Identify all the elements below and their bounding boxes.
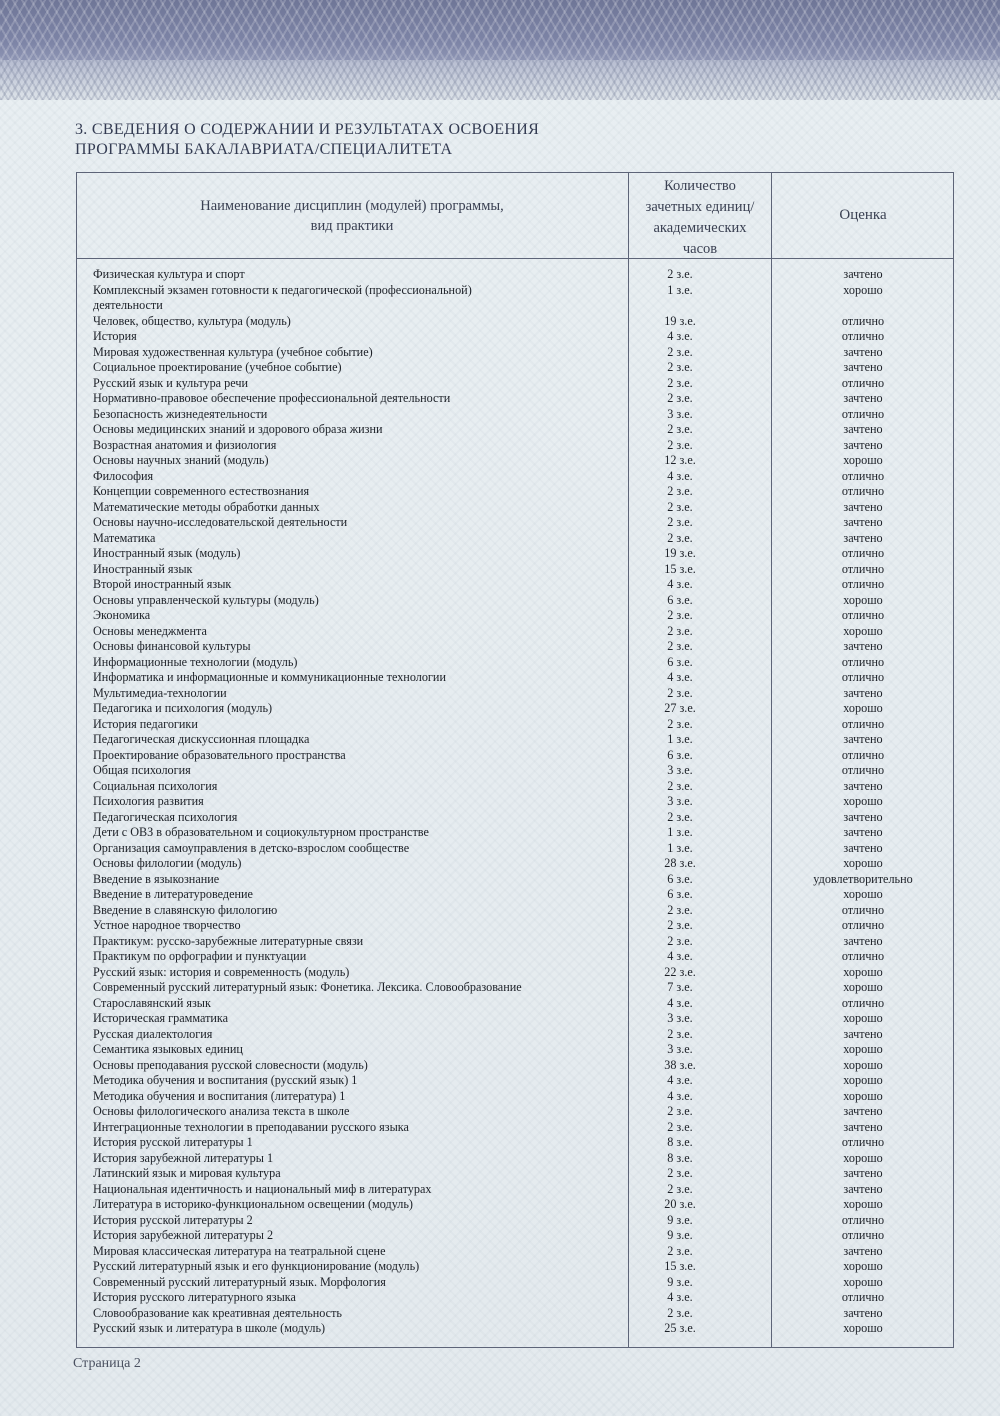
credit-units: 2 з.е. xyxy=(667,623,693,638)
credit-units: 8 з.е. xyxy=(667,1150,693,1165)
discipline-name: Математика xyxy=(93,530,156,545)
credit-units: 1 з.е. xyxy=(667,825,693,839)
table-row xyxy=(0,1166,1000,1182)
discipline-name: Практикум: русско-зарубежные литературные связи xyxy=(93,933,364,948)
grade-value: зачтено xyxy=(843,1104,883,1118)
ornamental-header-band xyxy=(0,0,1000,60)
grade-value: зачтено xyxy=(843,530,883,545)
credit-units: 1 з.е. xyxy=(667,732,693,746)
table-row xyxy=(0,872,1000,888)
table-row xyxy=(0,608,1000,624)
table-row xyxy=(0,329,1000,345)
discipline-name: Семантика языковых единиц xyxy=(93,1042,243,1056)
discipline-name: Словообразование как креативная деятельность xyxy=(93,1305,342,1320)
credit-units: 2 з.е. xyxy=(667,515,693,529)
table-row xyxy=(0,748,1000,764)
table-row xyxy=(0,810,1000,826)
grade-value: отлично xyxy=(841,949,885,963)
credit-units: 4 з.е. xyxy=(667,329,693,343)
credit-units: 38 з.е. xyxy=(664,1057,696,1072)
discipline-name: История русского литературного языка xyxy=(93,1290,296,1304)
table-row xyxy=(0,655,1000,671)
grade-value: хорошо xyxy=(843,282,883,297)
grade-value: отлично xyxy=(841,329,885,343)
credit-units: 1 з.е. xyxy=(667,282,693,297)
table-row xyxy=(0,1213,1000,1229)
discipline-name: Мировая художественная культура (учебное событие) xyxy=(93,344,373,359)
table-row xyxy=(0,1290,1000,1306)
credit-units: 19 з.е. xyxy=(664,546,696,560)
table-row xyxy=(0,283,1000,299)
credit-units: 9 з.е. xyxy=(667,1212,693,1227)
table-row xyxy=(0,407,1000,423)
credit-units: 2 з.е. xyxy=(667,437,693,452)
table-row xyxy=(0,763,1000,779)
grade-value: хорошо xyxy=(843,701,883,715)
discipline-name: Педагогическая психология xyxy=(93,809,238,824)
table-row xyxy=(0,1244,1000,1260)
discipline-name: История зарубежной литературы 2 xyxy=(93,1228,274,1242)
table-row xyxy=(0,391,1000,407)
table-row xyxy=(0,1275,1000,1291)
grade-value: зачтено xyxy=(843,778,883,793)
credit-units: 2 з.е. xyxy=(667,1104,693,1118)
discipline-name: Безопасность жизнедеятельности xyxy=(93,406,268,421)
credit-units: 2 з.е. xyxy=(667,422,693,436)
discipline-name: деятельности xyxy=(93,298,163,312)
discipline-name: Основы менеджмента xyxy=(93,623,207,638)
credit-units: 4 з.е. xyxy=(667,949,693,963)
credit-units: 2 з.е. xyxy=(667,933,693,948)
table-row xyxy=(0,624,1000,640)
discipline-name: Устное народное творчество xyxy=(93,918,241,932)
grade-value: зачтено xyxy=(843,267,883,281)
credit-units: 2 з.е. xyxy=(667,685,693,700)
discipline-name: История xyxy=(93,329,137,343)
discipline-name: Мультимедиа-технологии xyxy=(93,685,227,700)
discipline-name: Второй иностранный язык xyxy=(93,577,232,591)
discipline-name: Методика обучения и воспитания (русский язык) 1 xyxy=(93,1073,358,1087)
grade-value: зачтено xyxy=(843,685,883,700)
credit-units: 4 з.е. xyxy=(667,1088,693,1103)
column-header-discipline: Наименование дисциплин (модулей) программы, вид практики xyxy=(200,198,504,234)
grade-value: зачтено xyxy=(843,437,883,452)
discipline-name: Математические методы обработки данных xyxy=(93,499,320,514)
discipline-name: Философия xyxy=(93,468,154,483)
column-header-credits: Количество зачетных единиц/ академических часов xyxy=(645,178,755,257)
credit-units: 6 з.е. xyxy=(667,747,693,762)
grade-value: зачтено xyxy=(843,1166,883,1180)
grade-value: отлично xyxy=(841,763,885,777)
grade-value: зачтено xyxy=(843,1119,883,1134)
credit-units: 2 з.е. xyxy=(667,1119,693,1134)
table-row xyxy=(0,686,1000,702)
table-row xyxy=(0,1104,1000,1120)
credit-units: 2 з.е. xyxy=(667,499,693,514)
discipline-name: Педагогика и психология (модуль) xyxy=(93,701,273,715)
grade-value: хорошо xyxy=(843,1197,883,1211)
credit-units: 6 з.е. xyxy=(667,654,693,669)
grade-value: хорошо xyxy=(843,1073,883,1087)
credit-units: 7 з.е. xyxy=(667,980,693,994)
discipline-name: Экономика xyxy=(93,608,151,622)
discipline-name: Информатика и информационные и коммуникационные технологии xyxy=(93,670,446,684)
table-row xyxy=(0,1089,1000,1105)
credit-units: 1 з.е. xyxy=(667,840,693,855)
grade-value: отлично xyxy=(841,484,885,498)
table-row xyxy=(0,469,1000,485)
discipline-name: Иностранный язык (модуль) xyxy=(93,546,241,560)
table-row xyxy=(0,1011,1000,1027)
grade-value: хорошо xyxy=(843,964,883,979)
table-row xyxy=(0,639,1000,655)
discipline-name: Русский язык: история и современность (модуль) xyxy=(93,964,350,979)
grade-value: зачтено xyxy=(843,344,883,359)
discipline-name: Основы преподавания русской словесности (модуль) xyxy=(93,1057,368,1072)
grade-value: зачтено xyxy=(843,732,883,746)
grade-value: зачтено xyxy=(843,1026,883,1041)
grade-value: хорошо xyxy=(843,980,883,994)
discipline-name: Интеграционные технологии в преподавании русского языка xyxy=(93,1119,409,1134)
table-row xyxy=(0,1306,1000,1322)
credit-units: 4 з.е. xyxy=(667,1290,693,1304)
table-row xyxy=(0,903,1000,919)
grade-value: зачтено xyxy=(843,840,883,855)
credit-units: 15 з.е. xyxy=(664,561,696,576)
grade-value: хорошо xyxy=(843,1011,883,1025)
credit-units: 4 з.е. xyxy=(667,670,693,684)
discipline-name: Русский литературный язык и его функционирование (модуль) xyxy=(93,1259,420,1273)
grade-value: отлично xyxy=(841,902,885,917)
discipline-name: Основы финансовой культуры xyxy=(93,639,251,653)
section-heading xyxy=(75,120,595,160)
discipline-name: Старославянский язык xyxy=(93,995,211,1010)
table-row xyxy=(0,267,1000,283)
discipline-name: Основы управленческой культуры (модуль) xyxy=(93,592,319,607)
grade-value: отлично xyxy=(841,561,885,576)
credit-units: 4 з.е. xyxy=(667,995,693,1010)
discipline-name: Русский язык и литература в школе (модуль) xyxy=(93,1321,326,1335)
table-row xyxy=(0,531,1000,547)
table-row xyxy=(0,376,1000,392)
grade-value: отлично xyxy=(841,654,885,669)
table-row xyxy=(0,562,1000,578)
credit-units: 3 з.е. xyxy=(667,794,693,808)
table-row xyxy=(0,1120,1000,1136)
discipline-name: Русский язык и культура речи xyxy=(93,375,248,390)
grade-value: отлично xyxy=(841,375,885,390)
discipline-name: Национальная идентичность и национальный миф в литературах xyxy=(93,1181,432,1196)
table-row xyxy=(0,996,1000,1012)
section-heading-line1: 3. СВЕДЕНИЯ О СОДЕРЖАНИИ И РЕЗУЛЬТАТАХ ОСВОЕНИЯ xyxy=(75,121,540,138)
credit-units: 3 з.е. xyxy=(667,763,693,777)
grade-value: зачтено xyxy=(843,391,883,405)
discipline-name: Практикум по орфографии и пунктуации xyxy=(93,949,307,963)
grade-value: отлично xyxy=(841,918,885,932)
discipline-name: Историческая грамматика xyxy=(93,1011,229,1025)
credit-units: 22 з.е. xyxy=(664,964,696,979)
credit-units: 2 з.е. xyxy=(667,1243,693,1258)
credit-units: 9 з.е. xyxy=(667,1274,693,1289)
table-row xyxy=(0,670,1000,686)
table-row xyxy=(0,1321,1000,1337)
grade-value: хорошо xyxy=(843,1274,883,1289)
discipline-name: Русская диалектология xyxy=(93,1026,213,1041)
table-row xyxy=(0,856,1000,872)
credit-units: 15 з.е. xyxy=(664,1259,696,1273)
discipline-name: Основы филологии (модуль) xyxy=(93,856,242,870)
credit-units: 2 з.е. xyxy=(667,344,693,359)
credit-units: 2 з.е. xyxy=(667,391,693,405)
credit-units: 3 з.е. xyxy=(667,1011,693,1025)
grade-value: зачтено xyxy=(843,1181,883,1196)
credit-units: 2 з.е. xyxy=(667,375,693,390)
discipline-name: Комплексный экзамен готовности к педагогической (профессиональной) xyxy=(93,282,472,297)
table-row xyxy=(0,438,1000,454)
table-row xyxy=(0,298,1000,314)
discipline-name: История русской литературы 1 xyxy=(93,1135,253,1149)
table-row xyxy=(0,887,1000,903)
grade-value: зачтено xyxy=(843,499,883,514)
table-row xyxy=(0,1228,1000,1244)
table-row xyxy=(0,1197,1000,1213)
table-row xyxy=(0,965,1000,981)
discipline-name: Дети с ОВЗ в образовательном и социокультурном пространстве xyxy=(93,825,429,839)
credit-units: 6 з.е. xyxy=(667,871,693,886)
credit-units: 2 з.е. xyxy=(667,1181,693,1196)
discipline-name: Основы научных знаний (модуль) xyxy=(93,453,269,467)
grade-value: отлично xyxy=(841,747,885,762)
section-heading-line2: ПРОГРАММЫ БАКАЛАВРИАТА/СПЕЦИАЛИТЕТА xyxy=(75,141,453,158)
table-row xyxy=(0,345,1000,361)
credit-units: 2 з.е. xyxy=(667,902,693,917)
ornamental-header-fade xyxy=(0,60,1000,100)
discipline-name: История русской литературы 2 xyxy=(93,1212,253,1227)
discipline-name: Современный русский литературный язык. Морфология xyxy=(93,1274,386,1289)
discipline-name: Общая психология xyxy=(93,763,191,777)
grade-value: зачтено xyxy=(843,422,883,436)
credit-units: 20 з.е. xyxy=(664,1197,696,1211)
table-row xyxy=(0,1135,1000,1151)
discipline-name: Возрастная анатомия и физиология xyxy=(93,437,277,452)
grade-value: хорошо xyxy=(843,794,883,808)
grade-value: отлично xyxy=(841,1212,885,1227)
discipline-name: Иностранный язык xyxy=(93,561,193,576)
discipline-name: Социальное проектирование (учебное событие) xyxy=(93,360,342,374)
table-row xyxy=(0,484,1000,500)
table-header-rule xyxy=(76,258,954,259)
grade-value: отлично xyxy=(841,1135,885,1149)
table-row xyxy=(0,732,1000,748)
discipline-name: Нормативно-правовое обеспечение профессиональной деятельности xyxy=(93,391,451,405)
page-number: Страница 2 xyxy=(73,1356,141,1371)
grade-value: отлично xyxy=(841,670,885,684)
discipline-name: Введение в языкознание xyxy=(93,871,220,886)
discipline-name: Методика обучения и воспитания (литература) 1 xyxy=(93,1088,346,1103)
discipline-name: Человек, общество, культура (модуль) xyxy=(93,313,291,328)
discipline-name: Введение в литературоведение xyxy=(93,887,253,901)
discipline-name: Физическая культура и спорт xyxy=(93,267,245,281)
discipline-name: Основы научно-исследовательской деятельности xyxy=(93,515,348,529)
grade-value: отлично xyxy=(841,406,885,421)
grade-value: хорошо xyxy=(843,1150,883,1165)
table-row xyxy=(0,515,1000,531)
credit-units: 2 з.е. xyxy=(667,639,693,653)
table-row xyxy=(0,422,1000,438)
grade-value: отлично xyxy=(841,608,885,622)
discipline-name: Введение в славянскую филологию xyxy=(93,902,278,917)
grade-value: отлично xyxy=(841,995,885,1010)
credit-units: 6 з.е. xyxy=(667,592,693,607)
grade-value: хорошо xyxy=(843,1057,883,1072)
grade-value: хорошо xyxy=(843,623,883,638)
table-row xyxy=(0,701,1000,717)
grade-value: зачтено xyxy=(843,1243,883,1258)
grade-value: отлично xyxy=(841,313,885,328)
table-row xyxy=(0,934,1000,950)
table-row xyxy=(0,314,1000,330)
credit-units: 12 з.е. xyxy=(664,453,696,467)
table-row xyxy=(0,1058,1000,1074)
credit-units: 3 з.е. xyxy=(667,1042,693,1056)
table-row xyxy=(0,1259,1000,1275)
table-row xyxy=(0,825,1000,841)
discipline-name: Информационные технологии (модуль) xyxy=(93,654,298,669)
grade-value: зачтено xyxy=(843,809,883,824)
grade-value: зачтено xyxy=(843,1305,883,1320)
table-row xyxy=(0,453,1000,469)
discipline-name: История педагогики xyxy=(93,716,198,731)
credit-units: 2 з.е. xyxy=(667,530,693,545)
grade-value: зачтено xyxy=(843,933,883,948)
table-row xyxy=(0,918,1000,934)
grade-value: зачтено xyxy=(843,360,883,374)
grade-value: отлично xyxy=(841,468,885,483)
grade-value: зачтено xyxy=(843,825,883,839)
credit-units: 8 з.е. xyxy=(667,1135,693,1149)
grade-value: хорошо xyxy=(843,1042,883,1056)
credit-units: 4 з.е. xyxy=(667,468,693,483)
discipline-name: Современный русский литературный язык: Фонетика. Лексика. Словообразование xyxy=(93,980,522,994)
grade-value: хорошо xyxy=(843,592,883,607)
table-row xyxy=(0,1073,1000,1089)
discipline-name: Социальная психология xyxy=(93,778,218,793)
credit-units: 3 з.е. xyxy=(667,406,693,421)
table-row xyxy=(0,980,1000,996)
discipline-name: Концепции современного естествознания xyxy=(93,484,310,498)
grade-value: хорошо xyxy=(843,1321,883,1335)
grade-value: отлично xyxy=(841,577,885,591)
column-header-grade: Оценка xyxy=(839,207,887,223)
credit-units: 2 з.е. xyxy=(667,918,693,932)
grade-value: зачтено xyxy=(843,515,883,529)
credit-units: 2 з.е. xyxy=(667,1166,693,1180)
credit-units: 2 з.е. xyxy=(667,608,693,622)
credit-units: 2 з.е. xyxy=(667,360,693,374)
discipline-name: Мировая классическая литература на театральной сцене xyxy=(93,1243,386,1258)
grade-value: хорошо xyxy=(843,887,883,901)
credit-units: 2 з.е. xyxy=(667,778,693,793)
credit-units: 19 з.е. xyxy=(664,313,696,328)
grade-value: отлично xyxy=(841,546,885,560)
grade-value: хорошо xyxy=(843,856,883,870)
table-row xyxy=(0,1027,1000,1043)
table-row xyxy=(0,1042,1000,1058)
discipline-name: Основы медицинских знаний и здорового образа жизни xyxy=(93,422,383,436)
table-row xyxy=(0,577,1000,593)
table-row xyxy=(0,1182,1000,1198)
credit-units: 6 з.е. xyxy=(667,887,693,901)
credit-units: 2 з.е. xyxy=(667,1026,693,1041)
table-row xyxy=(0,949,1000,965)
grade-value: хорошо xyxy=(843,1259,883,1273)
table-row xyxy=(0,717,1000,733)
credit-units: 2 з.е. xyxy=(667,809,693,824)
credit-units: 2 з.е. xyxy=(667,1305,693,1320)
credit-units: 25 з.е. xyxy=(664,1321,696,1335)
credit-units: 9 з.е. xyxy=(667,1228,693,1242)
grade-value: отлично xyxy=(841,1228,885,1242)
table-row xyxy=(0,593,1000,609)
credit-units: 2 з.е. xyxy=(667,484,693,498)
discipline-name: Латинский язык и мировая культура xyxy=(93,1166,281,1180)
discipline-name: Проектирование образовательного пространства xyxy=(93,747,346,762)
table-row xyxy=(0,1151,1000,1167)
discipline-name: Психология развития xyxy=(93,794,204,808)
discipline-name: Литература в историко-функциональном освещении (модуль) xyxy=(93,1197,413,1211)
grade-value: зачтено xyxy=(843,639,883,653)
table-row xyxy=(0,546,1000,562)
table-row xyxy=(0,360,1000,376)
credit-units: 2 з.е. xyxy=(667,716,693,731)
credit-units: 4 з.е. xyxy=(667,1073,693,1087)
table-row xyxy=(0,794,1000,810)
discipline-name: Основы филологического анализа текста в школе xyxy=(93,1104,350,1118)
discipline-name: История зарубежной литературы 1 xyxy=(93,1150,274,1165)
discipline-name: Педагогическая дискуссионная площадка xyxy=(93,732,310,746)
grade-value: хорошо xyxy=(843,1088,883,1103)
grade-value: отлично xyxy=(841,716,885,731)
table-row xyxy=(0,500,1000,516)
credit-units: 2 з.е. xyxy=(667,267,693,281)
discipline-name: Организация самоуправления в детско-взрослом сообществе xyxy=(93,840,410,855)
table-row xyxy=(0,779,1000,795)
table-row xyxy=(0,841,1000,857)
credit-units: 4 з.е. xyxy=(667,577,693,591)
credit-units: 27 з.е. xyxy=(664,701,696,715)
credit-units: 28 з.е. xyxy=(664,856,696,870)
grade-value: отлично xyxy=(841,1290,885,1304)
grade-value: удовлетворительно xyxy=(813,871,913,886)
grade-value: хорошо xyxy=(843,453,883,467)
